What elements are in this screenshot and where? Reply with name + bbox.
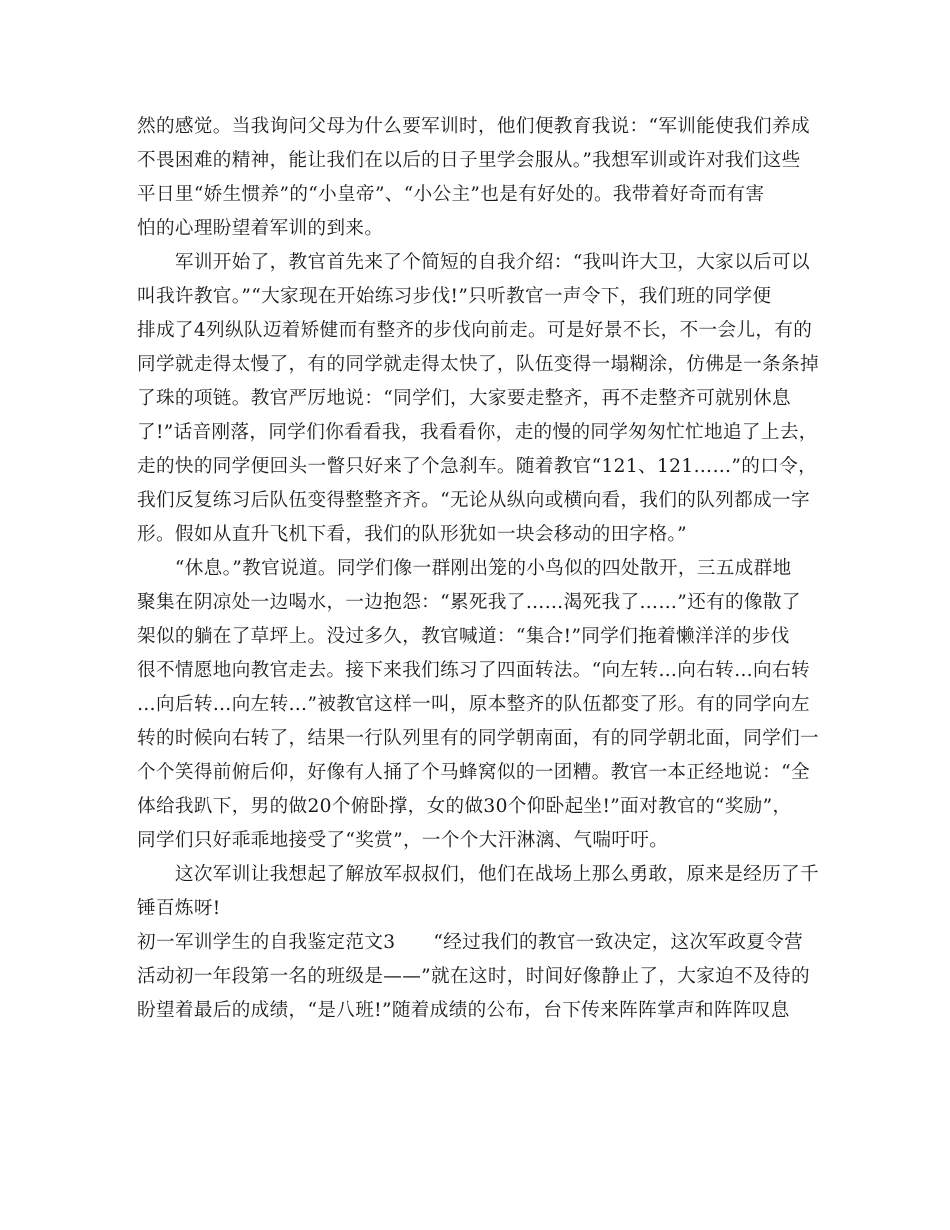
- text-line: 叫我许教官。”“大家现在开始练习步伐!”只听教官一声令下，我们班的同学便: [137, 286, 772, 307]
- text-line: 个个笑得前俯后仰，好像有人捅了个马蜂窝似的一团糟。教官一本正经地说：“全: [137, 762, 810, 783]
- text-line: 聚集在阴凉处一边喝水，一边抱怨：“累死我了……渴死我了……”还有的像散了: [137, 592, 801, 613]
- text-line: 不畏困难的精神，能让我们在以后的日子里学会服从。”我想军训或许对我们这些: [137, 150, 801, 171]
- text-line: 体给我趴下，男的做20个俯卧撑，女的做30个仰卧起坐!”面对教官的“奖励”，: [137, 796, 792, 817]
- text-line: 军训开始了，教官首先来了个简短的自我介绍：“我叫许大卫，大家以后可以: [137, 252, 810, 273]
- text-line: 锤百炼呀!: [137, 898, 221, 919]
- text-line: 同学们只好乖乖地接受了“奖赏”，一个个大汗淋漓、气喘吁吁。: [137, 830, 669, 851]
- section-heading-line: 初一军训学生的自我鉴定范文3 “经过我们的教官一致决定，这次军政夏令营: [137, 932, 804, 953]
- text-line: 这次军训让我想起了解放军叔叔们，他们在战场上那么勇敢，原来是经历了千: [137, 864, 819, 885]
- text-line: “休息。”教官说道。同学们像一群刚出笼的小鸟似的四处散开，三五成群地: [137, 558, 792, 579]
- text-line: 我们反复练习后队伍变得整整齐齐。“无论从纵向或横向看，我们的队列都成一字: [137, 490, 810, 511]
- text-line: 活动初一年段第一名的班级是——”就在这时，时间好像静止了，大家迫不及待的: [137, 966, 810, 987]
- text-line: …向后转…向左转…”被教官这样一叫，原本整齐的队伍都变了形。有的同学向左: [137, 694, 810, 715]
- text-line: 然的感觉。当我询问父母为什么要军训时，他们便教育我说：“军训能使我们养成: [137, 116, 810, 137]
- text-line: 排成了4列纵队迈着矫健而有整齐的步伐向前走。可是好景不长，不一会儿，有的: [137, 320, 813, 341]
- text-line: 盼望着最后的成绩，“是八班!”随着成绩的公布，台下传来阵阵掌声和阵阵叹息: [137, 1000, 790, 1021]
- text-line: 了珠的项链。教官严厉地说：“同学们，大家要走整齐，再不走整齐可就别休息: [137, 388, 791, 409]
- text-line: 很不情愿地向教官走去。接下来我们练习了四面转法。“向左转…向右转…向右转: [137, 660, 810, 681]
- text-line: 怕的心理盼望着军训的到来。: [137, 218, 384, 239]
- text-line: 形。假如从直升飞机下看，我们的队形犹如一块会移动的田字格。”: [137, 524, 687, 545]
- text-line: 架似的躺在了草坪上。没过多久，教官喊道：“集合!”同学们拖着懒洋洋的步伐: [137, 626, 790, 647]
- text-line: 走的快的同学便回头一瞥只好来了个急刹车。随着教官“121、121……”的口令，: [137, 456, 818, 477]
- text-line: 转的时候向右转了，结果一行队列里有的同学朝南面，有的同学朝北面，同学们一: [137, 728, 819, 749]
- text-line: 同学就走得太慢了，有的同学就走得太快了，队伍变得一塌糊涂，仿佛是一条条掉: [137, 354, 819, 375]
- text-line: 了!”话音刚落，同学们你看看我，我看看你，走的慢的同学匆匆忙忙地追了上去，: [137, 422, 818, 443]
- text-line: 平日里“娇生惯养”的“小皇帝”、“小公主”也是有好处的。我带着好奇而有害: [137, 184, 765, 205]
